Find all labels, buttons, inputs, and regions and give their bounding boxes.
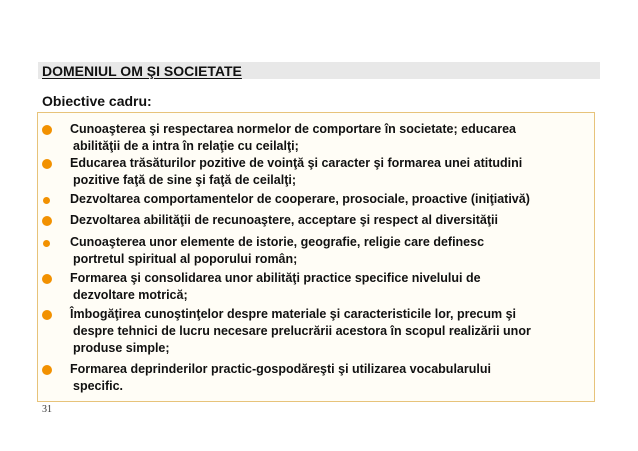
objective-text — [70, 234, 590, 268]
objective-line: despre tehnici de lucru necesare prelucrării acestora în scopul realizării unor — [73, 324, 531, 338]
bullet-icon — [42, 216, 52, 226]
objective-line: portretul spiritual al poporului român; — [73, 252, 298, 266]
objective-text — [70, 121, 590, 155]
bullet-icon — [42, 274, 52, 284]
objective-line: Cunoaşterea şi respectarea normelor de comportare în societate; educarea — [70, 122, 517, 136]
objective-line: dezvoltare motrică; — [73, 288, 188, 302]
objective-text — [70, 191, 590, 208]
page-number: 31 — [42, 404, 52, 415]
bullet-icon — [42, 310, 52, 320]
objective-line: Formarea şi consolidarea unor abilităţi practice specifice nivelului de — [70, 271, 481, 285]
objective-text — [70, 270, 590, 304]
objective-line: Educarea trăsăturilor pozitive de voinţă şi caracter şi formarea unei atitudini — [70, 156, 523, 170]
objective-line: Formarea deprinderilor practic-gospodăreşti şi utilizarea vocabularului — [70, 362, 491, 376]
objective-line: Dezvoltarea comportamentelor de cooperare, prosociale, proactive (iniţiativă) — [70, 192, 530, 206]
objective-line: abilităţii de a intra în relaţie cu ceilalţi; — [73, 139, 299, 153]
objective-text — [70, 155, 590, 189]
subtitle: Obiective cadru: — [42, 93, 152, 109]
section-title: DOMENIUL OM ŞI SOCIETATE — [42, 63, 242, 79]
bullet-icon — [42, 365, 52, 375]
objective-text — [70, 306, 590, 357]
objective-text — [70, 361, 590, 395]
objective-text — [70, 212, 590, 229]
objective-line: pozitive faţă de sine şi faţă de ceilalţi; — [73, 173, 296, 187]
objective-line: Cunoaşterea unor elemente de istorie, geografie, religie care definesc — [70, 235, 485, 249]
objective-line: specific. — [73, 379, 124, 393]
bullet-icon — [42, 125, 52, 135]
bullet-icon — [43, 197, 50, 204]
bullet-icon — [42, 159, 52, 169]
objective-line: Îmbogăţirea cunoştinţelor despre materiale şi caracteristicile lor, precum şi — [70, 307, 517, 321]
objective-line: produse simple; — [73, 341, 170, 355]
objective-line: Dezvoltarea abilităţii de recunoaştere, acceptare şi respect al diversităţii — [70, 213, 498, 227]
bullet-icon — [43, 240, 50, 247]
